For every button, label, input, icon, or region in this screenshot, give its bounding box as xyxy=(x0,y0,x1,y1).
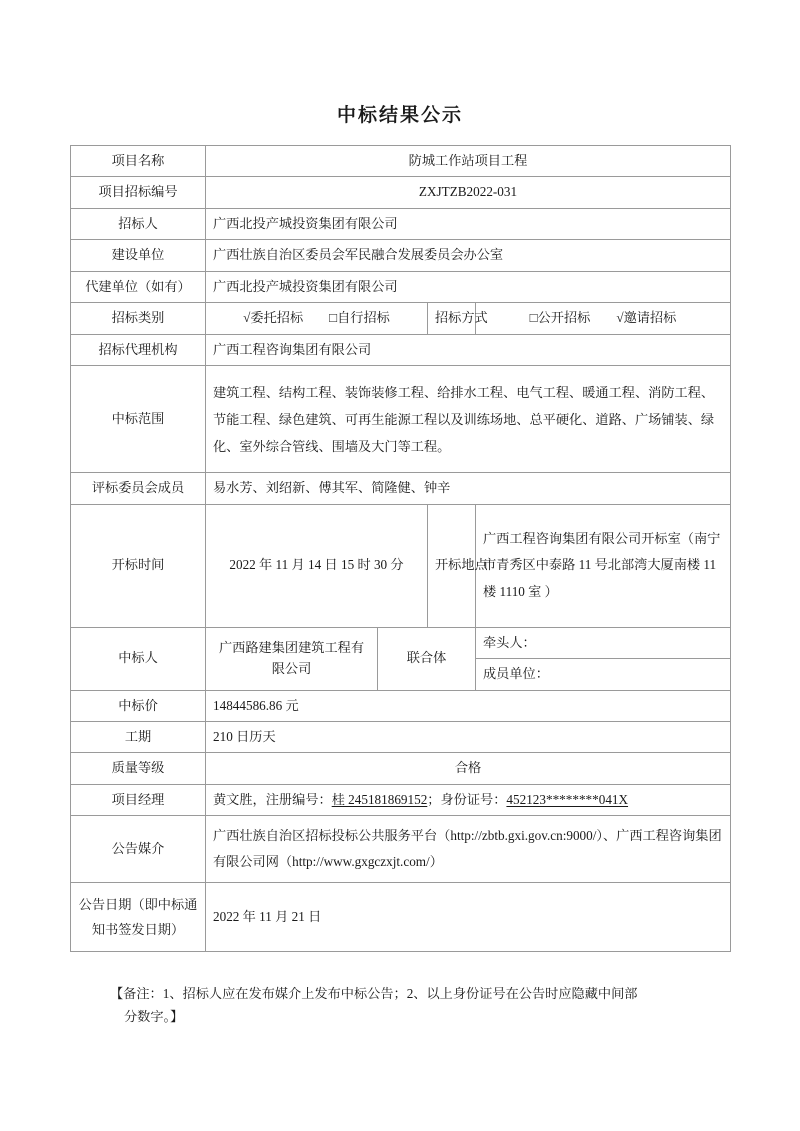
label-duration: 工期 xyxy=(71,721,206,752)
label-agent-construction-unit: 代建单位（如有） xyxy=(71,271,206,302)
table-row-bid-opening xyxy=(71,504,731,627)
table-row-tenderer xyxy=(71,208,731,239)
table-row-tender-number xyxy=(71,177,731,208)
table-row-project-manager xyxy=(71,784,731,815)
table-row-construction-unit xyxy=(71,240,731,271)
value-bid-opening-time: 2022 年 11 月 14 日 15 时 30 分 xyxy=(206,504,428,627)
label-tender-method: 招标方式 xyxy=(428,303,476,334)
checkbox-invited-tender[interactable]: √邀请招标 xyxy=(616,310,677,326)
value-project-name: 防城工作站项目工程 xyxy=(206,146,731,177)
value-project-manager xyxy=(206,784,731,815)
value-bid-price: 14844586.86 元 xyxy=(206,690,731,721)
value-quality-grade: 合格 xyxy=(206,753,731,784)
label-tender-category: 招标类别 xyxy=(71,303,206,334)
label-quality-grade: 质量等级 xyxy=(71,753,206,784)
table-row-announcement-date xyxy=(71,883,731,952)
table-row-winner xyxy=(71,627,731,658)
checkbox-public-tender[interactable]: □公开招标 xyxy=(529,310,591,326)
value-media: 广西壮族自治区招标投标公共服务平台（http://zbtb.gxi.gov.cn:9000/）、广西工程咨询集团有限公司网（http://www.gxgczxjt.com/） xyxy=(206,816,731,883)
value-duration: 210 日历天 xyxy=(206,721,731,752)
value-winner: 广西路建集团建筑工程有限公司 xyxy=(206,627,378,690)
value-construction-unit: 广西壮族自治区委员会军民融合发展委员会办公室 xyxy=(206,240,731,271)
table-row-bid-price xyxy=(71,690,731,721)
project-manager-separator: ；身份证号： xyxy=(427,791,507,807)
label-consortium: 联合体 xyxy=(378,627,476,690)
label-project-name: 项目名称 xyxy=(71,146,206,177)
label-media: 公告媒介 xyxy=(71,816,206,883)
value-bid-opening-place: 广西工程咨询集团有限公司开标室（南宁市青秀区中泰路 11 号北部湾大厦南楼 11 楼 1110 室 ） xyxy=(476,504,731,627)
table-row-quality-grade xyxy=(71,753,731,784)
bid-result-table xyxy=(70,145,731,952)
table-row-committee xyxy=(71,473,731,504)
value-tenderer: 广西北投产城投资集团有限公司 xyxy=(206,208,731,239)
label-tenderer: 招标人 xyxy=(71,208,206,239)
table-row-scope xyxy=(71,366,731,473)
label-bid-opening-place: 开标地点 xyxy=(428,504,476,627)
table-row-agent-construction-unit xyxy=(71,271,731,302)
label-scope: 中标范围 xyxy=(71,366,206,473)
checkbox-entrusted-tender[interactable]: √委托招标 xyxy=(243,310,304,326)
value-tender-agency: 广西工程咨询集团有限公司 xyxy=(206,334,731,365)
label-consortium-member: 成员单位： xyxy=(476,659,731,690)
checkbox-self-tender[interactable]: □自行招标 xyxy=(329,310,390,326)
value-agent-construction-unit: 广西北投产城投资集团有限公司 xyxy=(206,271,731,302)
table-row-tender-category xyxy=(71,303,731,334)
label-bid-price: 中标价 xyxy=(71,690,206,721)
label-announcement-date: 公告日期（即中标通知书签发日期） xyxy=(71,883,206,952)
table-row-duration xyxy=(71,721,731,752)
table-row-tender-agency xyxy=(71,334,731,365)
tender-category-options xyxy=(206,303,428,334)
footnote-line-1: 【备注：1、招标人应在发布媒介上发布中标公告；2、以上身份证号在公告时应隐藏中间部 xyxy=(110,986,638,1002)
value-tender-number: ZXJTZB2022-031 xyxy=(206,177,731,208)
label-project-manager: 项目经理 xyxy=(71,784,206,815)
table-row-project-name xyxy=(71,146,731,177)
label-committee: 评标委员会成员 xyxy=(71,473,206,504)
label-consortium-leader: 牵头人： xyxy=(476,627,731,658)
label-bid-opening-time: 开标时间 xyxy=(71,504,206,627)
footnote-line-2: 分数字。】 xyxy=(124,1009,184,1025)
page-title: 中标结果公示 xyxy=(336,105,463,126)
label-tender-number: 项目招标编号 xyxy=(71,177,206,208)
project-manager-id-number: 452123********041X xyxy=(506,791,629,807)
footnote xyxy=(70,982,730,1028)
label-winner: 中标人 xyxy=(71,627,206,690)
value-scope: 建筑工程、结构工程、装饰装修工程、给排水工程、电气工程、暖通工程、消防工程、节能工程、绿色建筑、可再生能源工程以及训练场地、总平硬化、道路、广场铺装、绿化、室外综合管线、围墙及大门等工程。 xyxy=(206,366,731,473)
label-construction-unit: 建设单位 xyxy=(71,240,206,271)
value-announcement-date: 2022 年 11 月 21 日 xyxy=(206,883,731,952)
table-row-media xyxy=(71,816,731,883)
tender-method-options xyxy=(476,303,731,334)
project-manager-registration-number: 桂 245181869152 xyxy=(331,791,428,807)
project-manager-name: 黄文胜，注册编号： xyxy=(213,791,332,807)
label-tender-agency: 招标代理机构 xyxy=(71,334,206,365)
value-committee: 易水芳、刘绍新、傅其军、简隆健、钟辛 xyxy=(206,473,731,504)
